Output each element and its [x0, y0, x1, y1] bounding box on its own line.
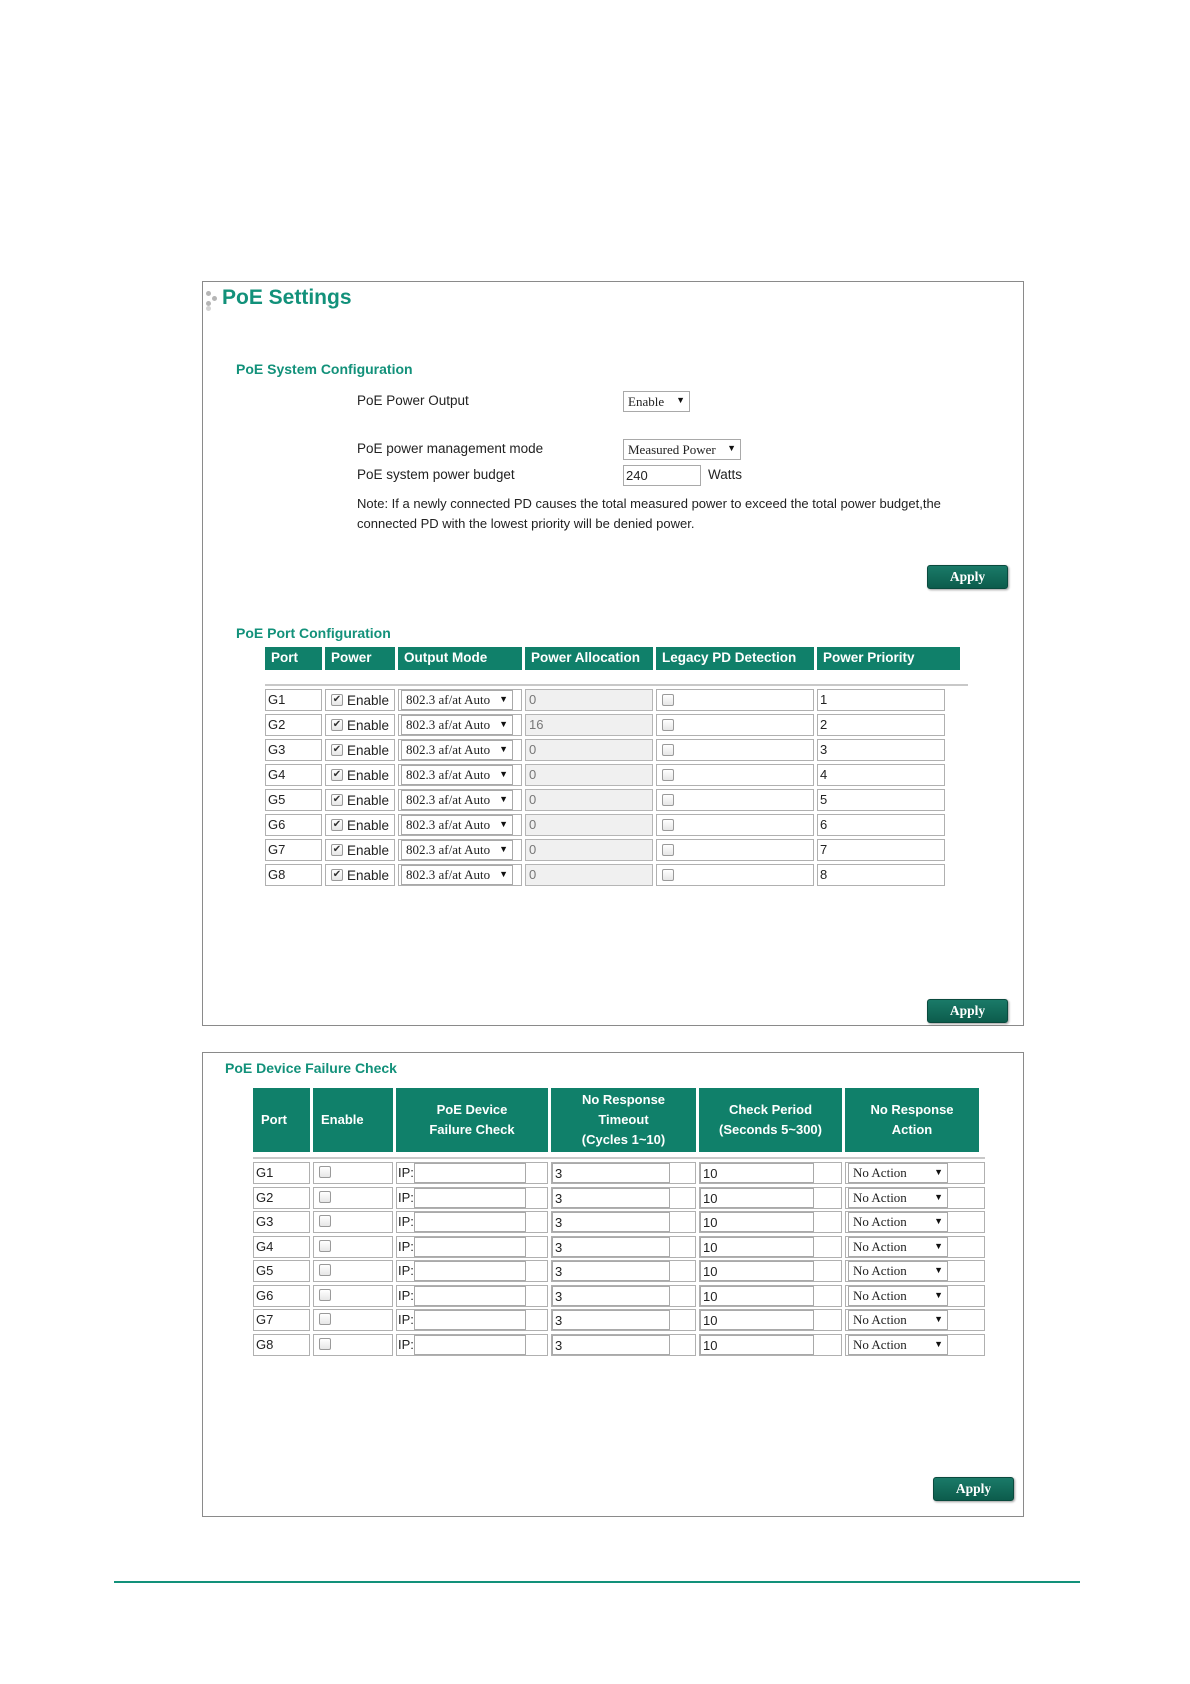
fc-header-period-line2: (Seconds 5~300): [719, 1122, 822, 1137]
output-mode-cell: [398, 689, 522, 711]
legacy-cell: [656, 864, 814, 886]
legacy-cell: [656, 739, 814, 761]
fc-action-cell: [845, 1334, 985, 1356]
legacy-pd-checkbox[interactable]: [662, 719, 674, 731]
power-output-select[interactable]: Enable ▼: [623, 391, 690, 412]
power-enable-checkbox[interactable]: ✔: [332, 744, 342, 755]
power-priority-input[interactable]: 8: [817, 864, 945, 886]
power-allocation-value: 0: [525, 789, 653, 811]
legacy-pd-checkbox[interactable]: [662, 769, 674, 781]
power-cell: [325, 714, 395, 736]
power-enable-checkbox[interactable]: ✔: [332, 869, 342, 880]
power-enable-label: Enable: [347, 743, 390, 758]
fc-timeout-input[interactable]: 3: [552, 1163, 670, 1183]
ip-label: IP:: [398, 1238, 414, 1254]
fc-action-cell: [845, 1211, 985, 1233]
power-priority-input[interactable]: 5: [817, 789, 945, 811]
fc-port-cell: G8: [253, 1334, 310, 1356]
budget-note: Note: If a newly connected PD causes the total measured power to exceed the total power budget,the connected PD with the lowest priority will be denied power.: [357, 496, 941, 531]
fc-ip-input[interactable]: [414, 1310, 526, 1330]
fc-enable-cell: [313, 1187, 393, 1209]
fc-port-cell: G7: [253, 1309, 310, 1331]
legacy-cell: [656, 714, 814, 736]
fc-enable-cell: [313, 1162, 393, 1184]
fc-action-cell: [845, 1260, 985, 1282]
power-enable-label: Enable: [347, 768, 390, 783]
output-mode-cell: [398, 839, 522, 861]
output-mode-cell: [398, 714, 522, 736]
ip-label: IP:: [398, 1287, 414, 1303]
fc-period-cell: [699, 1334, 842, 1356]
fc-ip-input[interactable]: [414, 1237, 526, 1257]
fc-header-timeout-line1: No Response: [581, 1092, 666, 1107]
port-cell: G1: [265, 689, 322, 711]
output-mode-cell: [398, 739, 522, 761]
fc-ip-cell: [396, 1309, 548, 1331]
power-enable-checkbox[interactable]: ✔: [332, 844, 342, 855]
power-enable-checkbox[interactable]: ✔: [332, 769, 342, 780]
fc-port-cell: G6: [253, 1285, 310, 1307]
legacy-pd-checkbox[interactable]: [662, 869, 674, 881]
power-priority-input[interactable]: 1: [817, 689, 945, 711]
power-allocation-value: 16: [525, 714, 653, 736]
fc-port-cell: G1: [253, 1162, 310, 1184]
settings-dots-icon: [205, 289, 221, 311]
fc-enable-checkbox[interactable]: [319, 1240, 331, 1252]
power-cell: [325, 764, 395, 786]
power-cell: [325, 789, 395, 811]
fc-ip-cell: [396, 1211, 548, 1233]
output-mode-cell: [398, 814, 522, 836]
power-enable-label: Enable: [347, 868, 390, 883]
power-allocation-value: 0: [525, 839, 653, 861]
power-priority-input[interactable]: 4: [817, 764, 945, 786]
port-config-heading: PoE Port Configuration: [236, 625, 391, 641]
fc-header-action: [845, 1088, 979, 1152]
fc-enable-cell: [313, 1260, 393, 1282]
legacy-pd-checkbox[interactable]: [662, 694, 674, 706]
port-header-power-allocation: Power Allocation: [525, 647, 653, 670]
fc-enable-checkbox[interactable]: [319, 1289, 331, 1301]
port-cell: G4: [265, 764, 322, 786]
fc-ip-cell: [396, 1236, 548, 1258]
fc-period-cell: [699, 1187, 842, 1209]
fc-action-cell: [845, 1162, 985, 1184]
fc-timeout-input[interactable]: 3: [552, 1188, 670, 1208]
fc-action-select[interactable]: No Action ▼: [848, 1310, 948, 1330]
power-cell: [325, 739, 395, 761]
output-mode-select[interactable]: 802.3 af/at Auto ▼: [401, 740, 513, 760]
power-enable-label: Enable: [347, 793, 390, 808]
fc-action-cell: [845, 1187, 985, 1209]
budget-unit: Watts: [708, 467, 743, 482]
fc-action-select[interactable]: No Action ▼: [848, 1188, 948, 1208]
fc-header-enable: Enable: [313, 1088, 393, 1152]
fc-header-action-line2: Action: [891, 1122, 933, 1137]
fc-period-input[interactable]: 10: [700, 1310, 814, 1330]
fc-ip-input[interactable]: [414, 1286, 526, 1306]
fc-header-timeout: [551, 1088, 696, 1152]
legacy-pd-checkbox[interactable]: [662, 819, 674, 831]
fc-enable-checkbox[interactable]: [319, 1313, 331, 1325]
power-cell: [325, 814, 395, 836]
fc-enable-cell: [313, 1236, 393, 1258]
fc-header-timeout-line3: (Cycles 1~10): [581, 1132, 666, 1147]
failure-check-heading: PoE Device Failure Check: [225, 1060, 397, 1076]
fc-timeout-input[interactable]: 3: [552, 1335, 670, 1355]
fc-timeout-input[interactable]: 3: [552, 1310, 670, 1330]
power-allocation-value: 0: [525, 739, 653, 761]
fc-period-input[interactable]: 10: [700, 1163, 814, 1183]
port-cell: G3: [265, 739, 322, 761]
apply-system-button[interactable]: Apply: [927, 565, 1008, 589]
fc-timeout-input[interactable]: 3: [552, 1237, 670, 1257]
fc-header-timeout-line2: Timeout: [598, 1112, 649, 1127]
power-priority-input[interactable]: 6: [817, 814, 945, 836]
fc-period-cell: [699, 1309, 842, 1331]
power-priority-input[interactable]: 3: [817, 739, 945, 761]
fc-enable-cell: [313, 1334, 393, 1356]
fc-ip-cell: [396, 1162, 548, 1184]
fc-enable-checkbox[interactable]: [319, 1264, 331, 1276]
output-mode-cell: [398, 764, 522, 786]
fc-timeout-input[interactable]: 3: [552, 1212, 670, 1232]
apply-failure-check-button[interactable]: Apply: [933, 1477, 1014, 1501]
fc-action-select[interactable]: No Action ▼: [848, 1335, 948, 1355]
power-allocation-value: 0: [525, 764, 653, 786]
apply-port-button[interactable]: Apply: [927, 999, 1008, 1023]
fc-ip-input[interactable]: [414, 1163, 526, 1183]
fc-period-cell: [699, 1236, 842, 1258]
fc-header-device-check-line1: PoE Device: [436, 1102, 508, 1117]
fc-timeout-cell: [551, 1211, 696, 1233]
power-enable-label: Enable: [347, 693, 390, 708]
fc-period-input[interactable]: 10: [700, 1335, 814, 1355]
power-enable-label: Enable: [347, 718, 390, 733]
budget-label: PoE system power budget: [357, 467, 515, 482]
output-mode-select[interactable]: 802.3 af/at Auto ▼: [401, 690, 513, 710]
legacy-pd-checkbox[interactable]: [662, 844, 674, 856]
fc-enable-checkbox[interactable]: [319, 1191, 331, 1203]
fc-ip-input[interactable]: [414, 1261, 526, 1281]
fc-timeout-cell: [551, 1260, 696, 1282]
fc-ip-cell: [396, 1285, 548, 1307]
port-header-power: Power: [325, 647, 395, 670]
ip-label: IP:: [398, 1214, 414, 1229]
fc-timeout-cell: [551, 1236, 696, 1258]
legacy-pd-checkbox[interactable]: [662, 744, 674, 756]
output-mode-select[interactable]: 802.3 af/at Auto ▼: [401, 765, 513, 785]
power-cell: [325, 864, 395, 886]
legacy-pd-checkbox[interactable]: [662, 794, 674, 806]
output-mode-select[interactable]: 802.3 af/at Auto ▼: [401, 840, 513, 860]
fc-ip-input[interactable]: [414, 1335, 526, 1355]
fc-period-cell: [699, 1260, 842, 1282]
fc-timeout-cell: [551, 1334, 696, 1356]
fc-port-cell: G2: [253, 1187, 310, 1209]
legacy-cell: [656, 789, 814, 811]
port-cell: G6: [265, 814, 322, 836]
fc-period-cell: [699, 1162, 842, 1184]
fc-ip-cell: [396, 1260, 548, 1282]
ip-label: IP:: [398, 1336, 414, 1352]
fc-enable-checkbox[interactable]: [319, 1338, 331, 1350]
output-mode-cell: [398, 864, 522, 886]
power-enable-checkbox[interactable]: ✔: [332, 794, 342, 805]
fc-enable-checkbox[interactable]: [319, 1215, 331, 1227]
legacy-cell: [656, 689, 814, 711]
fc-header-device-check-line2: Failure Check: [429, 1122, 515, 1137]
ip-label: IP:: [398, 1165, 414, 1180]
failure-check-panel: [202, 1052, 1024, 1517]
fc-action-cell: [845, 1309, 985, 1331]
fc-action-cell: [845, 1285, 985, 1307]
ip-label: IP:: [398, 1263, 414, 1278]
fc-action-select[interactable]: No Action ▼: [848, 1212, 948, 1232]
fc-period-input[interactable]: 10: [700, 1188, 814, 1208]
fc-period-cell: [699, 1285, 842, 1307]
fc-action-select[interactable]: No Action ▼: [848, 1163, 948, 1183]
fc-ip-cell: [396, 1334, 548, 1356]
output-mode-cell: [398, 789, 522, 811]
fc-period-input[interactable]: 10: [700, 1237, 814, 1257]
power-enable-checkbox[interactable]: ✔: [332, 719, 342, 730]
fc-ip-cell: [396, 1187, 548, 1209]
fc-header-port: Port: [253, 1088, 310, 1152]
ip-label: IP:: [398, 1189, 414, 1205]
port-header-power-priority: Power Priority: [817, 647, 960, 670]
port-header-legacy-pd-detection: Legacy PD Detection: [656, 647, 814, 670]
power-output-label: PoE Power Output: [357, 393, 469, 408]
port-cell: G5: [265, 789, 322, 811]
fc-period-input[interactable]: 10: [700, 1212, 814, 1232]
fc-header-device-check: [396, 1088, 548, 1152]
output-mode-select[interactable]: 802.3 af/at Auto ▼: [401, 715, 513, 735]
fc-port-cell: G3: [253, 1211, 310, 1233]
output-mode-select[interactable]: 802.3 af/at Auto ▼: [401, 790, 513, 810]
power-cell: [325, 689, 395, 711]
fc-timeout-cell: [551, 1285, 696, 1307]
fc-enable-cell: [313, 1309, 393, 1331]
fc-action-select[interactable]: No Action ▼: [848, 1286, 948, 1306]
fc-header-period: [699, 1088, 842, 1152]
output-mode-select[interactable]: 802.3 af/at Auto ▼: [401, 815, 513, 835]
budget-input[interactable]: 240: [623, 465, 701, 486]
port-header-port: Port: [265, 647, 322, 670]
fc-port-cell: G4: [253, 1236, 310, 1258]
fc-period-input[interactable]: 10: [700, 1286, 814, 1306]
fc-timeout-cell: [551, 1309, 696, 1331]
power-enable-checkbox[interactable]: ✔: [332, 694, 342, 705]
ip-label: IP:: [398, 1312, 414, 1327]
power-priority-input[interactable]: 7: [817, 839, 945, 861]
fc-timeout-cell: [551, 1187, 696, 1209]
fc-header-action-line1: No Response: [870, 1102, 954, 1117]
power-allocation-value: 0: [525, 689, 653, 711]
legacy-cell: [656, 839, 814, 861]
fc-enable-cell: [313, 1211, 393, 1233]
power-enable-label: Enable: [347, 818, 390, 833]
fc-period-input[interactable]: 10: [700, 1261, 814, 1281]
port-cell: G2: [265, 714, 322, 736]
poe-settings-panel: [202, 281, 1024, 1026]
fc-enable-cell: [313, 1285, 393, 1307]
fc-action-cell: [845, 1236, 985, 1258]
fc-header-period-line1: Check Period: [728, 1102, 813, 1117]
power-allocation-value: 0: [525, 864, 653, 886]
system-config-heading: PoE System Configuration: [236, 361, 413, 377]
legacy-cell: [656, 764, 814, 786]
page-title: PoE Settings: [222, 286, 352, 309]
power-cell: [325, 839, 395, 861]
power-allocation-value: 0: [525, 814, 653, 836]
fc-header-divider: [253, 1157, 985, 1159]
fc-action-select[interactable]: No Action ▼: [848, 1261, 948, 1281]
footer-divider: [114, 1581, 1080, 1583]
output-mode-select[interactable]: 802.3 af/at Auto ▼: [401, 865, 513, 885]
power-enable-checkbox[interactable]: ✔: [332, 819, 342, 830]
port-cell: G8: [265, 864, 322, 886]
fc-timeout-cell: [551, 1162, 696, 1184]
fc-action-select[interactable]: No Action ▼: [848, 1237, 948, 1257]
fc-timeout-input[interactable]: 3: [552, 1286, 670, 1306]
fc-ip-input[interactable]: [414, 1188, 526, 1208]
fc-enable-checkbox[interactable]: [319, 1166, 331, 1178]
fc-ip-input[interactable]: [414, 1212, 526, 1232]
header-divider: [265, 684, 968, 686]
port-cell: G7: [265, 839, 322, 861]
fc-period-cell: [699, 1211, 842, 1233]
power-priority-input[interactable]: 2: [817, 714, 945, 736]
mgmt-mode-select[interactable]: Measured Power ▼: [623, 439, 741, 460]
port-header-output-mode: Output Mode: [398, 647, 522, 670]
legacy-cell: [656, 814, 814, 836]
power-enable-label: Enable: [347, 843, 390, 858]
mgmt-mode-label: PoE power management mode: [357, 441, 544, 456]
fc-timeout-input[interactable]: 3: [552, 1261, 670, 1281]
fc-port-cell: G5: [253, 1260, 310, 1282]
